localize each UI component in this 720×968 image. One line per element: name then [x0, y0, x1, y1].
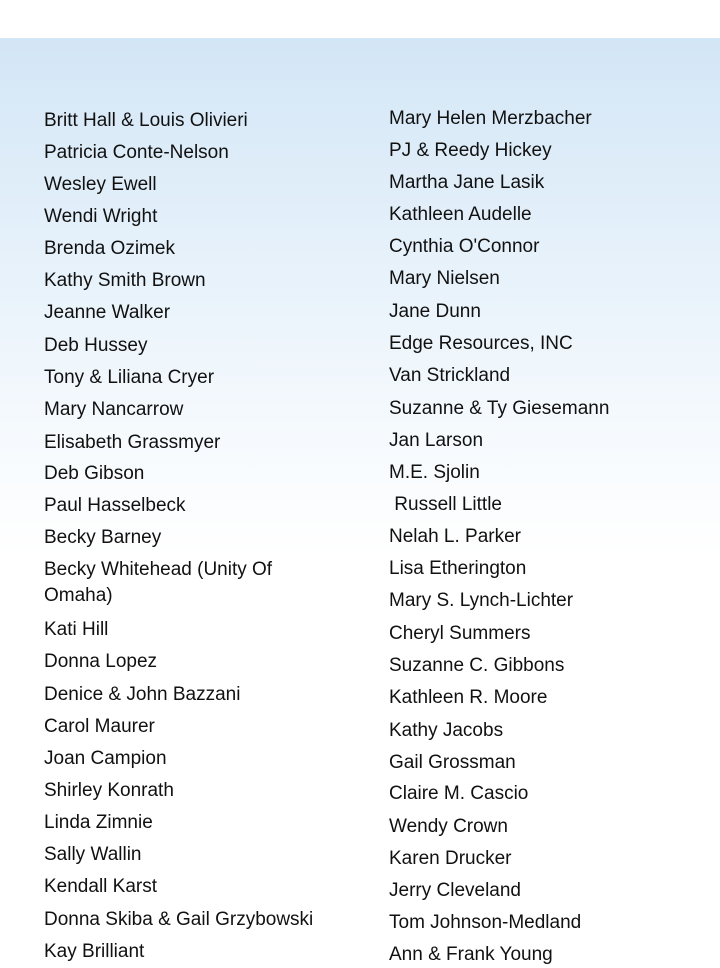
donor-name: Mary Nielsen: [389, 268, 500, 289]
donor-name: Edge Resources, INC: [389, 333, 573, 354]
donor-name: Donna Lopez: [44, 651, 158, 672]
donor-name: Donna Skiba & Gail Grzybowski: [44, 909, 314, 930]
donor-name: Brenda Ozimek: [44, 238, 175, 259]
donor-name: Kathleen Audelle: [389, 204, 532, 225]
donor-name: Kathleen R. Moore: [389, 687, 548, 708]
donor-name: Ann & Frank Young: [389, 944, 553, 965]
donor-name: Mary Nancarrow: [44, 399, 184, 420]
donor-name: Kendall Karst: [44, 876, 158, 897]
donor-name: Mary Helen Merzbacher: [389, 108, 592, 129]
donor-name: Cheryl Summers: [389, 623, 531, 644]
donor-name: Wesley Ewell: [44, 174, 157, 195]
donor-name: Deb Hussey: [44, 335, 148, 356]
donor-name: Britt Hall & Louis Olivieri: [44, 110, 248, 131]
donor-name: Linda Zimnie: [44, 812, 153, 833]
donor-name: Jerry Cleveland: [389, 880, 521, 901]
donor-name: Jeanne Walker: [44, 302, 171, 323]
donor-name: Elisabeth Grassmyer: [44, 432, 221, 453]
donor-name: Deb Gibson: [44, 463, 145, 484]
donor-name: Kay Brilliant: [44, 941, 145, 962]
donor-name: Becky Whitehead (Unity Of Omaha): [44, 559, 273, 606]
donor-name: M.E. Sjolin: [389, 462, 480, 483]
donor-name: PJ & Reedy Hickey: [389, 140, 552, 161]
donor-name: Tony & Liliana Cryer: [44, 367, 215, 388]
donor-name: Becky Barney: [44, 527, 162, 548]
donor-name: Denice & John Bazzani: [44, 684, 241, 705]
donor-name: Paul Hasselbeck: [44, 495, 186, 516]
donor-name: Van Strickland: [389, 365, 511, 386]
donor-name: Russell Little: [389, 494, 502, 515]
donor-name: Kathy Smith Brown: [44, 270, 206, 291]
donor-name: Suzanne & Ty Giesemann: [389, 398, 610, 419]
donor-name: Wendy Crown: [389, 816, 508, 837]
donor-name: Suzanne C. Gibbons: [389, 655, 565, 676]
donor-name: Kathy Jacobs: [389, 720, 504, 741]
donor-name: Nelah L. Parker: [389, 526, 522, 547]
donor-name: Jane Dunn: [389, 301, 481, 322]
donor-name: Cynthia O'Connor: [389, 236, 540, 257]
donor-name: Lisa Etherington: [389, 558, 527, 579]
donor-name: Shirley Konrath: [44, 780, 174, 801]
donor-name: Gail Grossman: [389, 752, 516, 773]
donor-name: Tom Johnson-Medland: [389, 912, 582, 933]
donor-name: Carol Maurer: [44, 716, 155, 737]
donor-name: Claire M. Cascio: [389, 783, 529, 804]
donor-name: Joan Campion: [44, 748, 167, 769]
donor-list-panel: [0, 38, 720, 965]
donor-name: Jan Larson: [389, 430, 484, 451]
donor-name: Patricia Conte-Nelson: [44, 142, 229, 163]
donor-name: Martha Jane Lasik: [389, 172, 545, 193]
donor-name: Karen Drucker: [389, 848, 512, 869]
donor-name: Sally Wallin: [44, 844, 142, 865]
donor-name: Kati Hill: [44, 619, 109, 640]
donor-name: Wendi Wright: [44, 206, 158, 227]
donor-name: Mary S. Lynch-Lichter: [389, 590, 574, 611]
